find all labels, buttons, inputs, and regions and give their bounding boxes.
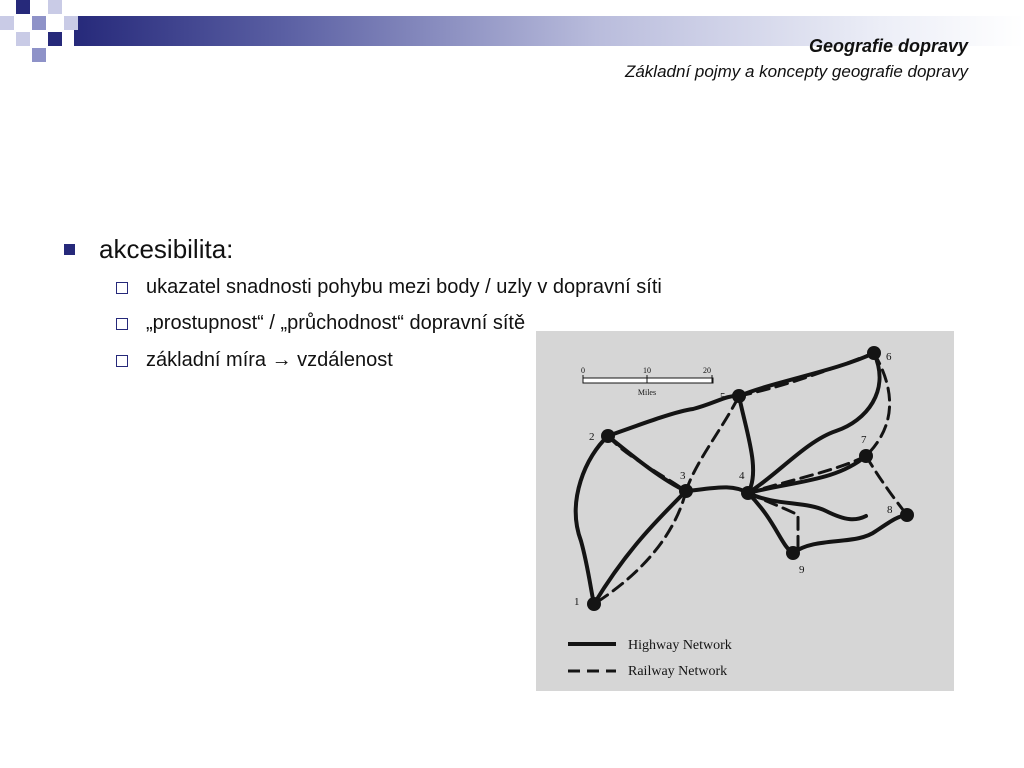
node-label: 3 xyxy=(680,470,686,482)
node-label: 5 xyxy=(720,391,726,403)
deco-square xyxy=(16,32,30,46)
scale-bar xyxy=(581,366,713,397)
deco-square xyxy=(16,0,30,14)
hollow-square-bullet-icon xyxy=(116,282,128,294)
network-map-figure xyxy=(536,331,954,691)
highway-segment xyxy=(576,436,608,604)
scale-tick-label: 0 xyxy=(581,366,585,375)
deco-square xyxy=(32,48,46,62)
hollow-square-bullet-icon xyxy=(116,318,128,330)
deco-square xyxy=(32,16,46,30)
node-labels xyxy=(574,351,893,608)
network-node xyxy=(859,449,873,463)
sub-bullet xyxy=(116,276,662,299)
node-label: 2 xyxy=(589,431,595,443)
sub-bullet-text: základní míra → vzdálenost xyxy=(146,349,393,371)
network-node xyxy=(741,486,755,500)
deco-square xyxy=(48,0,62,14)
node-label: 6 xyxy=(886,351,892,363)
network-node xyxy=(786,546,800,560)
network-node xyxy=(679,484,693,498)
sub-bullet-text: ukazatel snadnosti pohybu mezi body / uzly v dopravní síti xyxy=(146,276,662,298)
legend-highway-label: Highway Network xyxy=(628,638,732,653)
sub-bullet xyxy=(116,349,393,372)
railway-segment xyxy=(748,456,866,493)
highway-segment xyxy=(594,491,686,604)
legend-railway-label: Railway Network xyxy=(628,664,728,679)
network-node xyxy=(587,597,601,611)
node-label: 1 xyxy=(574,596,580,608)
railway-segment xyxy=(594,491,686,604)
deco-square xyxy=(0,16,14,30)
deco-square xyxy=(48,32,62,46)
scale-tick-label: 20 xyxy=(703,366,711,375)
scale-tick-label: 10 xyxy=(643,366,651,375)
sub-bullet xyxy=(116,312,525,335)
network-node xyxy=(900,508,914,522)
highway-segment xyxy=(686,487,748,493)
node-label: 9 xyxy=(799,564,805,576)
network-map-svg xyxy=(536,331,954,691)
sub-bullet-text: „prostupnost“ / „průchodnost“ dopravní sítě xyxy=(146,312,526,334)
node-label: 8 xyxy=(887,504,893,516)
slide-title: Geografie dopravy xyxy=(808,36,968,56)
deco-square xyxy=(64,16,78,30)
network-node xyxy=(867,346,881,360)
node-label: 4 xyxy=(739,470,745,482)
network-node xyxy=(601,429,615,443)
scale-unit-label: Miles xyxy=(637,388,657,397)
slide-subtitle: Základní pojmy a koncepty geografie dopravy xyxy=(624,62,968,81)
main-bullet-text: akcesibilita: xyxy=(99,234,234,264)
square-bullet-icon xyxy=(64,244,75,255)
main-bullet xyxy=(64,234,233,265)
network-node xyxy=(732,389,746,403)
map-legend xyxy=(568,638,732,679)
hollow-square-bullet-icon xyxy=(116,355,128,367)
node-label: 7 xyxy=(861,434,867,446)
